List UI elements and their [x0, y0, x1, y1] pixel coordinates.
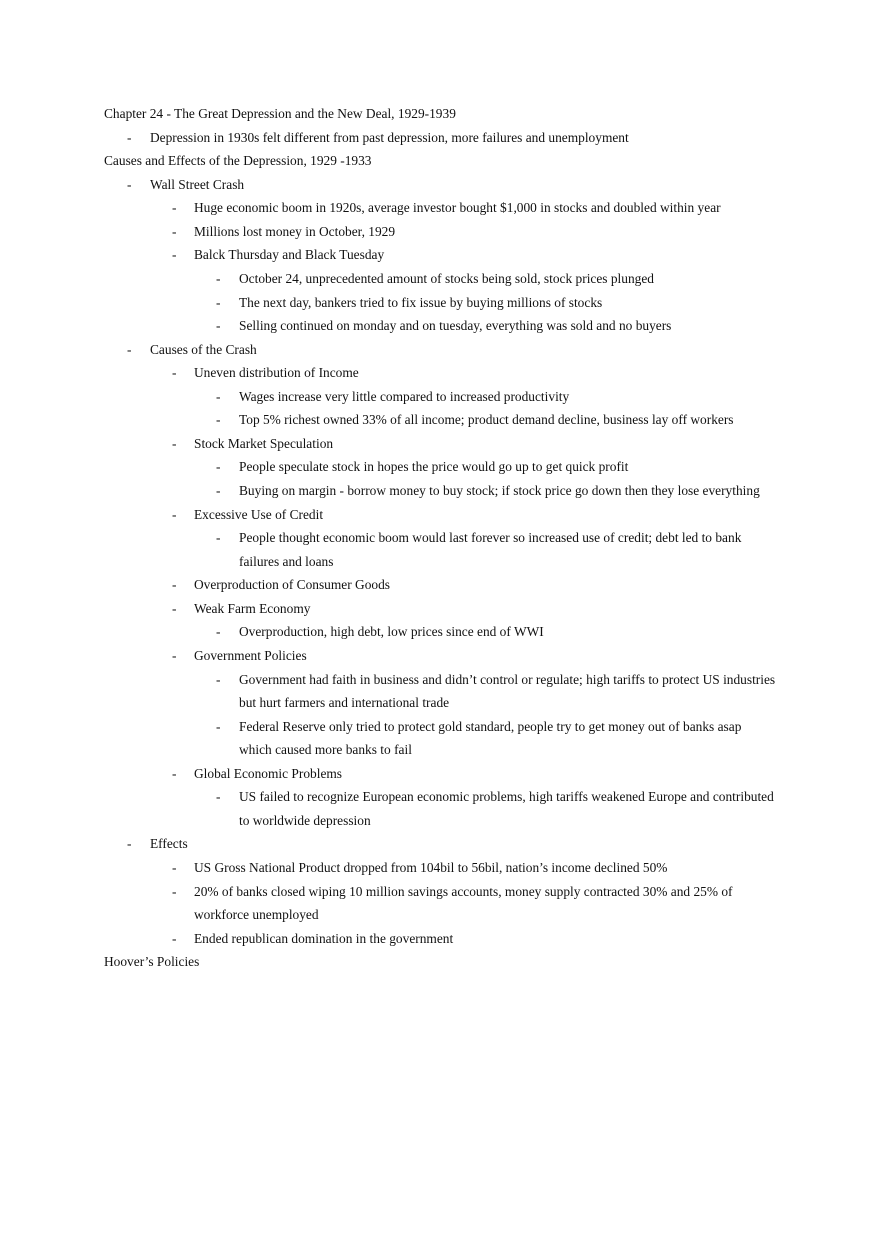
bullet-dash: - — [127, 836, 132, 852]
line-text: Causes and Effects of the Depression, 1929 -1933 — [104, 153, 372, 169]
line-text: People thought economic boom would last forever so increased use of credit; debt led to bank failures and loans — [239, 530, 742, 569]
bullet-dash: - — [216, 459, 221, 475]
bullet-dash: - — [216, 483, 221, 498]
line-text: October 24, unprecedented amount of stocks being sold, stock prices plunged — [239, 270, 655, 286]
line-text: US Gross National Product dropped from 104bil to 56bil, nation’s income declined 50% — [194, 860, 668, 875]
bullet-item — [104, 432, 776, 456]
bullet-dash: - — [216, 412, 221, 428]
line-text: US failed to recognize European economic problems, high tariffs weakened Europe and contributed to worldwide depression — [239, 789, 774, 828]
bullet-dash: - — [172, 577, 177, 593]
bullet-item — [104, 668, 776, 715]
bullet-item — [104, 243, 776, 267]
line-text: Stock Market Speculation — [194, 435, 334, 451]
bullet-item — [104, 385, 776, 409]
bullet-item — [104, 220, 776, 244]
line-text: Hoover’s Policies — [104, 954, 200, 970]
line-text: People speculate stock in hopes the price would go up to get quick profit — [239, 459, 629, 475]
line-text: Uneven distribution of Income — [194, 365, 359, 381]
line-text: Global Economic Problems — [194, 765, 343, 781]
bullet-dash: - — [216, 671, 221, 687]
line-text: Government Policies — [194, 647, 307, 663]
bullet-item — [104, 620, 776, 644]
bullet-item — [104, 196, 776, 220]
line-text: Ended republican domination in the government — [194, 930, 454, 946]
line-text: Balck Thursday and Black Tuesday — [194, 247, 385, 263]
bullet-item — [104, 291, 776, 315]
bullet-dash: - — [172, 860, 177, 875]
bullet-item — [104, 715, 776, 762]
bullet-item — [104, 762, 776, 786]
bullet-item — [104, 126, 776, 150]
bullet-dash: - — [127, 341, 132, 357]
bullet-item — [104, 832, 776, 856]
bullet-item — [104, 785, 776, 832]
bullet-dash: - — [172, 930, 177, 946]
bullet-dash: - — [172, 506, 177, 522]
bullet-item — [104, 361, 776, 385]
bullet-dash: - — [127, 129, 132, 145]
line-text: Effects — [150, 836, 188, 852]
bullet-dash: - — [172, 247, 177, 263]
bullet-item — [104, 597, 776, 621]
line-text: Wages increase very little compared to increased productivity — [239, 388, 570, 404]
line-text: Millions lost money in October, 1929 — [194, 223, 396, 239]
bullet-item — [104, 455, 776, 479]
line-text: Overproduction, high debt, low prices since end of WWI — [239, 624, 544, 640]
bullet-item — [104, 573, 776, 597]
bullet-item — [104, 408, 776, 432]
line-text: Causes of the Crash — [150, 341, 257, 357]
bullet-dash: - — [172, 600, 177, 616]
bullet-item — [104, 880, 776, 927]
bullet-dash: - — [172, 435, 177, 451]
bullet-item — [104, 314, 776, 338]
section-heading — [104, 149, 776, 173]
section-heading — [104, 102, 776, 126]
line-text: Buying on margin - borrow money to buy stock; if stock price go down then they lose everything — [239, 483, 760, 498]
bullet-dash: - — [172, 365, 177, 381]
line-text: Selling continued on monday and on tuesday, everything was sold and no buyers — [239, 318, 672, 334]
bullet-item — [104, 479, 776, 503]
bullet-dash: - — [216, 318, 221, 334]
bullet-item — [104, 267, 776, 291]
line-text: Wall Street Crash — [150, 176, 245, 192]
bullet-dash: - — [216, 270, 221, 286]
bullet-dash: - — [216, 718, 221, 734]
bullet-dash: - — [216, 530, 221, 546]
bullet-dash: - — [172, 883, 177, 899]
document-body — [104, 102, 776, 974]
bullet-dash: - — [172, 765, 177, 781]
line-text: Depression in 1930s felt different from past depression, more failures and unemployment — [150, 129, 629, 145]
section-heading — [104, 950, 776, 974]
bullet-item — [104, 526, 776, 573]
bullet-dash: - — [216, 789, 221, 805]
line-text: The next day, bankers tried to fix issue by buying millions of stocks — [239, 294, 603, 310]
bullet-item — [104, 856, 776, 880]
bullet-item — [104, 173, 776, 197]
bullet-dash: - — [216, 294, 221, 310]
bullet-dash: - — [172, 200, 177, 216]
line-text: Huge economic boom in 1920s, average investor bought $1,000 in stocks and doubled within year — [194, 200, 721, 216]
bullet-item — [104, 927, 776, 951]
bullet-dash: - — [216, 388, 221, 404]
line-text: Federal Reserve only tried to protect gold standard, people try to get money out of banks asap which caused more banks to fail — [239, 718, 742, 758]
bullet-item — [104, 644, 776, 668]
bullet-dash: - — [127, 176, 132, 192]
line-text: Government had faith in business and didn’t control or regulate; high tariffs to protect US industries but hurt farmers and international trade — [239, 671, 776, 711]
bullet-dash: - — [172, 223, 177, 239]
bullet-item — [104, 338, 776, 362]
line-text: Top 5% richest owned 33% of all income; product demand decline, business lay off workers — [239, 412, 734, 428]
line-text: Overproduction of Consumer Goods — [194, 577, 390, 593]
bullet-dash: - — [216, 624, 221, 640]
line-text: 20% of banks closed wiping 10 million savings accounts, money supply contracted 30% and 25% of workforce unemployed — [194, 883, 733, 923]
bullet-dash: - — [172, 647, 177, 663]
line-text: Chapter 24 - The Great Depression and the New Deal, 1929-1939 — [104, 106, 456, 121]
line-text: Excessive Use of Credit — [194, 506, 324, 522]
line-text: Weak Farm Economy — [194, 600, 311, 616]
bullet-item — [104, 503, 776, 527]
